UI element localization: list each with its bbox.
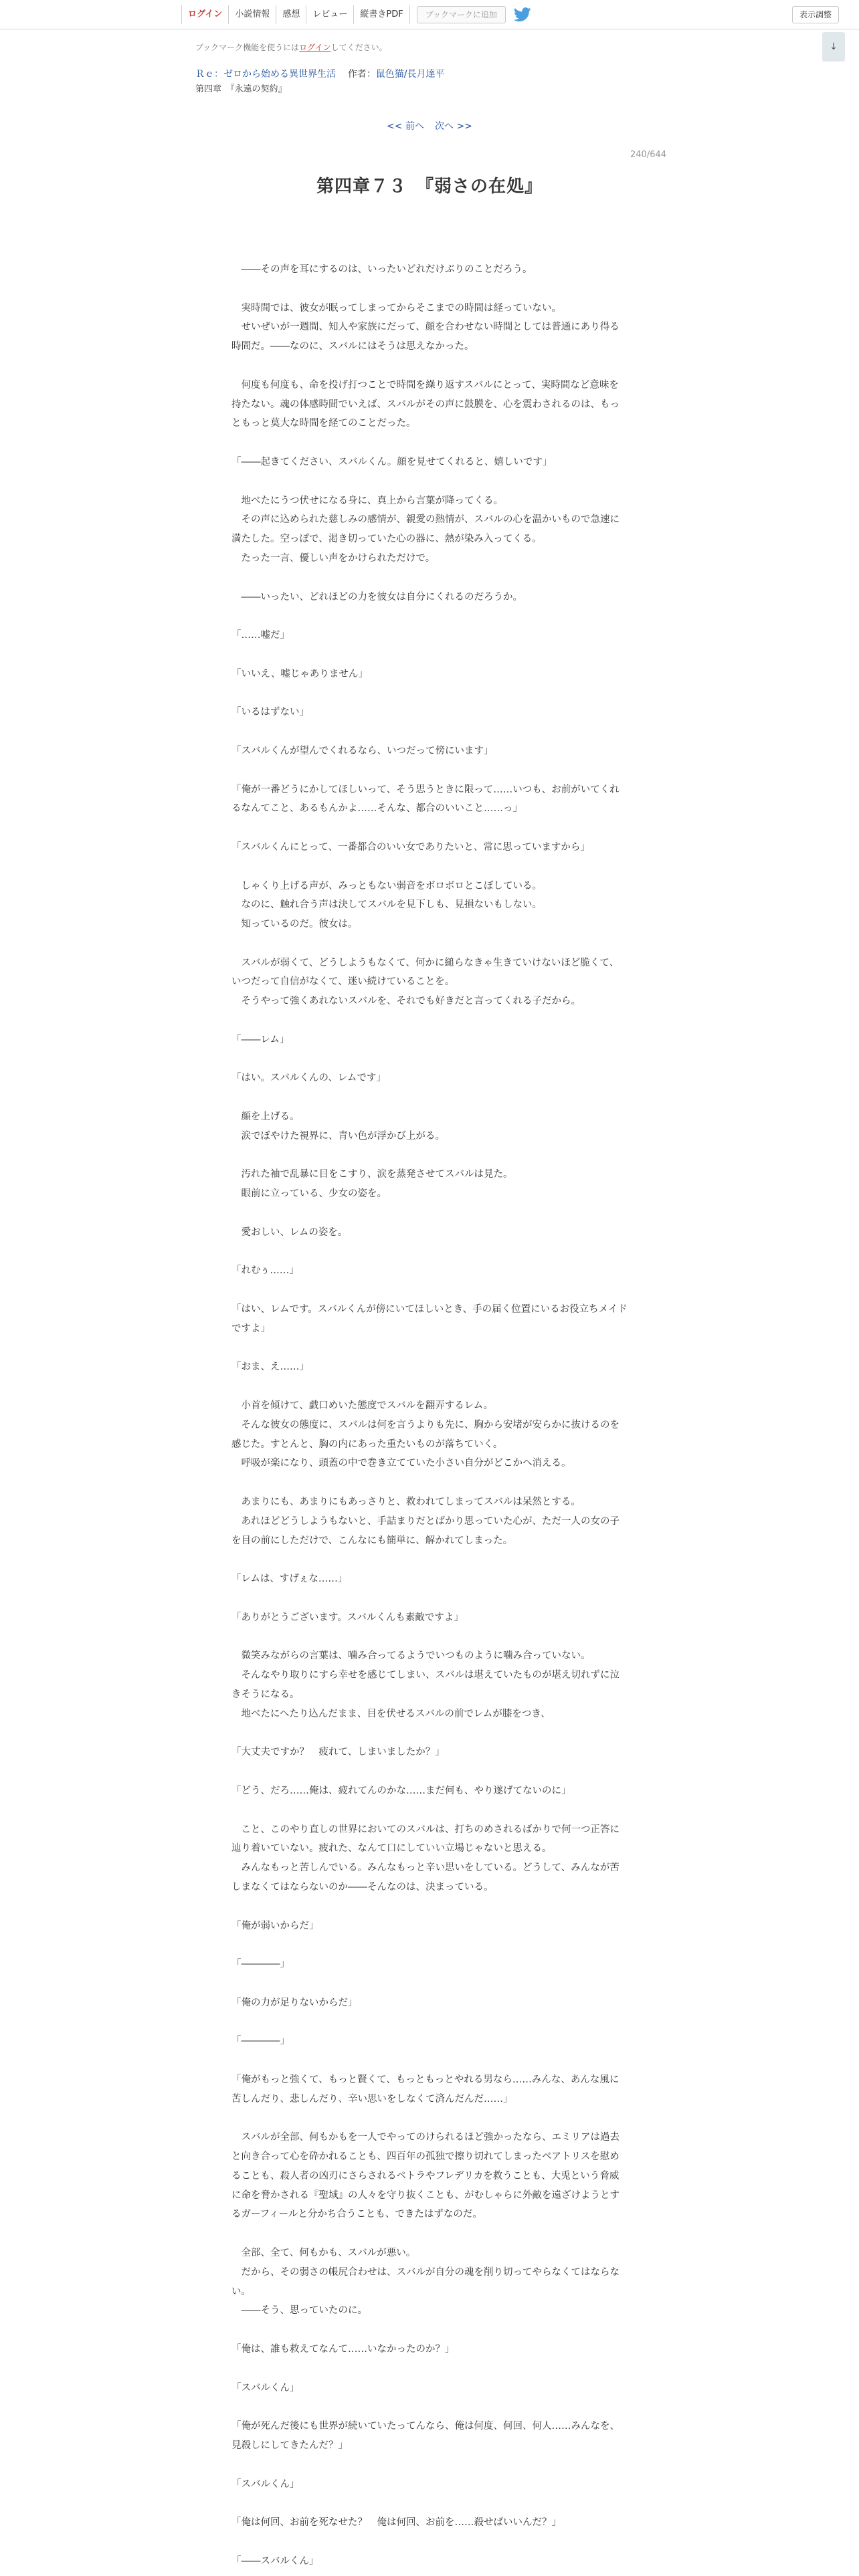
scroll-down-button[interactable] [822, 32, 845, 62]
notice-login-link[interactable]: ログイン [299, 43, 331, 52]
novel-paragraph [231, 934, 628, 954]
series-info [195, 67, 445, 80]
novel-paragraph: 知っているのだ。彼女は。 [231, 919, 358, 930]
novel-paragraph: 「ありがとうございます。スバルくんも素敵ですよ」 [231, 1612, 464, 1623]
novel-paragraph: 「れむぅ……」 [231, 1265, 299, 1277]
novel-paragraph [231, 684, 628, 704]
novel-paragraph: 「俺は、誰も救えてなんて……いなかったのか？」 [231, 2344, 455, 2355]
notice-text-post: してください。 [330, 43, 387, 52]
novel-paragraph: あれほどどうしようもないと、手詰まりだとばかり思っていた心が、ただ一人の女の子を目の前にしただけで、こんなにも簡単に、解かれてしまった。 [231, 1515, 619, 1546]
novel-paragraph: 「俺がもっと強くて、もっと賢くて、もっともっとやれる男なら……みんな、あんな風に苦しんだり、悲しんだり、辛い思いをしなくて済んだんだ……」 [231, 2074, 619, 2105]
next-episode-link[interactable]: 次へ >> [435, 121, 472, 132]
novel-paragraph: 「はい。スバルくんの、レムです」 [231, 1073, 386, 1084]
novel-paragraph: 「おま、え……」 [231, 1362, 309, 1373]
novel-paragraph: スバルが全部、何もかもを一人でやってのけられるほど強かったなら、エミリアは過去と向き合って心を砕かれることも、四百年の孤独で擦り切れてしまったベアトリスを慰めることも、殺人者の凶刃にさらされるペトラやフレデリカを救うことも、大兎という脅威に命を脅かされる『聖域』の人々を守り抜くことも、がむしゃらに外敵を遠ざけようとするガーフィールと分かち合うことも、できたはずなのだ。 [231, 2132, 619, 2220]
novel-paragraph [231, 2109, 628, 2129]
review-link[interactable]: レビュー [306, 5, 353, 24]
novel-paragraph [231, 1589, 628, 1608]
novel-paragraph [231, 280, 628, 299]
novel-paragraph [231, 1935, 628, 1955]
episode-title: 第四章７３ 『弱さの在処』 [316, 177, 543, 197]
author-label: 作者： [347, 69, 376, 80]
novel-paragraph [231, 2224, 628, 2244]
novel-paragraph [231, 1550, 628, 1570]
top-bar [0, 0, 859, 29]
novel-paragraph: 「俺が一番どうにかしてほしいって、そう思うときに限って……いつも、お前がいてくれるなんてこと、あるもんかよ……そんな、都合のいいこと……っ」 [231, 784, 619, 815]
novel-paragraph [231, 1204, 628, 1223]
novel-paragraph: 「スバルくん」 [231, 2478, 300, 2490]
novel-paragraph: 眼前に立っている、少女の姿を。 [231, 1188, 387, 1200]
novel-paragraph [231, 1762, 628, 1782]
display-settings-button[interactable]: 表示調整 [792, 6, 839, 23]
novel-paragraph: 実時間では、彼女が眠ってしまってからそこまでの時間は経っていない。 [231, 302, 561, 314]
novel-body [231, 260, 628, 2571]
bookmark-login-notice [195, 41, 387, 53]
notice-text-pre: ブックマーク機能を使うには [195, 43, 300, 52]
novel-paragraph [231, 2494, 628, 2513]
novel-paragraph [231, 356, 628, 376]
novel-paragraph: 小首を傾けて、戯口めいた態度でスバルを翻弄するレム。 [231, 1400, 494, 1412]
novel-paragraph: 地べたにへたり込んだまま、目を伏せるスバルの前でレムが膝をつき、 [231, 1708, 551, 1719]
novel-paragraph [231, 1473, 628, 1493]
novel-paragraph: 微笑みながらの言葉は、噛み合ってるようでいつものように噛み合っていない。 [231, 1650, 591, 1662]
novel-paragraph: 地べたにうつ伏せになる身に、真上から言葉が降ってくる。 [231, 495, 503, 506]
novel-paragraph [231, 433, 628, 453]
author-link[interactable]: 鼠色猫/長月達平 [375, 69, 445, 80]
novel-info-link[interactable]: 小説情報 [228, 5, 276, 24]
novel-paragraph [231, 568, 628, 588]
novel-paragraph: 全部、全て、何もかも、スバルが悪い。 [231, 2248, 416, 2259]
novel-paragraph [231, 1339, 628, 1358]
novel-paragraph [231, 1243, 628, 1262]
novel-paragraph [231, 645, 628, 665]
novel-paragraph [231, 819, 628, 838]
novel-paragraph [231, 2533, 628, 2552]
novel-paragraph: 「どう、だろ……俺は、疲れてんのかな……まだ何も、やり遂げてないのに」 [231, 1785, 571, 1796]
novel-paragraph: 「――――」 [231, 2036, 290, 2047]
novel-paragraph [231, 2051, 628, 2070]
novel-paragraph: 何度も何度も、命を投げ打つことで時間を繰り返すスバルにとって、実時間など意味を持たない。魂の体感時間でいえば、スバルがその声に鼓膜を、心を震わされるのは、もっともっと莫大な時間を経てのことだった。 [231, 379, 619, 429]
novel-paragraph: 「俺が死んだ後にも世界が続いていたってんなら、俺は何度、何回、何人……みんなを、見殺しにしてきたんだ？」 [231, 2421, 619, 2452]
novel-paragraph [231, 2397, 628, 2417]
novel-paragraph: 「レムは、すげぇな……」 [231, 1574, 348, 1585]
novel-paragraph: 「スバルくんが望んでくれるなら、いつだって傍にいます」 [231, 745, 494, 756]
novel-paragraph: 顔を上げる。 [231, 1111, 300, 1123]
novel-paragraph: 「俺は何回、お前を死なせた？ 俺は何回、お前を……殺せばいいんだ？」 [231, 2517, 561, 2529]
novel-paragraph: そんなやり取りにすら幸せを感じてしまい、スバルは堪えていたものが堪え切れずに泣きそうになる。 [231, 1670, 619, 1700]
novel-paragraph: 「俺が弱いからだ」 [231, 1920, 319, 1931]
novel-paragraph: たった一言、優しい声をかけられただけで。 [231, 552, 436, 564]
novel-paragraph [231, 2456, 628, 2475]
novel-paragraph: そんな彼女の態度に、スバルは何を言うよりも先に、胸から安堵が安らかに抜けるのを感じた。すとんと、胸の内にあった重たいものが落ちていく。 [231, 1419, 619, 1450]
novel-paragraph: 「――起きてください、スバルくん。顔を見せてくれると、嬉しいです」 [231, 456, 553, 467]
novel-paragraph [231, 1974, 628, 1994]
novel-paragraph: こと、このやり直しの世界においてのスバルは、打ちのめされるばかりで何一つ正答に辿り着いていない。疲れた、なんて口にしていい立場じゃないと思える。 [231, 1824, 619, 1854]
novel-paragraph: そうやって強くあれないスバルを、それでも好きだと言ってくれる子だから。 [231, 996, 581, 1007]
novel-paragraph: だから、その弱さの帳尻合わせは、スバルが自分の魂を削り切ってやらなくてはならない。 [231, 2266, 619, 2297]
novel-paragraph [231, 2321, 628, 2340]
novel-paragraph: なのに、触れ合う声は決してスバルを見下しも、見損ないもしない。 [231, 899, 542, 911]
novel-paragraph [231, 1281, 628, 1300]
novel-paragraph [231, 2013, 628, 2032]
novel-paragraph: 涙でぼやけた視界に、青い色が浮かび上がる。 [231, 1130, 445, 1142]
novel-paragraph: ――いったい、どれほどの力を彼女は自分にくれるのだろうか。 [231, 591, 522, 603]
novel-paragraph: 「いいえ、嘘じゃありません」 [231, 668, 368, 679]
novel-paragraph: あまりにも、あまりにもあっさりと、救われてしまってスバルは呆然とする。 [231, 1497, 581, 1507]
impressions-link[interactable]: 感想 [276, 5, 306, 24]
novel-paragraph: その声に込められた慈しみの感情が、親愛の熱情が、スバルの心を温かいもので急速に満たした。空っぽで、渇き切っていた心の器に、熱が染み入ってくる。 [231, 514, 619, 545]
novel-paragraph: 「いるはずない」 [231, 707, 309, 718]
novel-paragraph [231, 1628, 628, 1647]
novel-paragraph: 「――――」 [231, 1959, 290, 1970]
novel-paragraph: 「スバルくん」 [231, 2382, 300, 2393]
global-nav [181, 5, 531, 24]
novel-paragraph: 「はい、レムです。スバルくんが傍にいてほしいとき、手の届く位置にいるお役立ちメイドですよ」 [231, 1304, 628, 1334]
novel-paragraph: みんなもっと苦しんでいる。みんなもっと辛い思いをしている。どうして、みんなが苦しまなくてはならないのか――そんなのは、決まっている。 [231, 1862, 619, 1893]
prev-episode-link[interactable]: << 前へ [387, 121, 424, 132]
novel-paragraph: 「――スバルくん」 [231, 2555, 319, 2567]
novel-paragraph [231, 1146, 628, 1166]
novel-paragraph [231, 1088, 628, 1107]
twitter-icon[interactable] [514, 7, 531, 22]
novel-paragraph [231, 1801, 628, 1820]
novel-paragraph: 「――レム」 [231, 1034, 290, 1045]
novel-paragraph: 愛おしい、レムの姿を。 [231, 1226, 348, 1238]
novel-paragraph: ――その声を耳にするのは、いったいどれだけぶりのことだろう。 [231, 264, 533, 275]
novel-paragraph: 「大丈夫ですか？ 疲れて、しまいましたか？」 [231, 1747, 445, 1758]
novel-paragraph: しゃくり上げる声が、みっともない弱音をボロボロとこぼしている。 [231, 880, 542, 891]
novel-paragraph [231, 761, 628, 780]
episode-count: 240/644 [630, 150, 667, 160]
arrow-down-icon: ↓ [830, 41, 838, 52]
series-title-link[interactable]: Ｒｅ：ゼロから始める異世界生活 [195, 69, 336, 80]
novel-paragraph [231, 1897, 628, 1917]
novel-paragraph [231, 857, 628, 877]
novel-paragraph [231, 607, 628, 626]
novel-paragraph [231, 1377, 628, 1396]
novel-paragraph: 「俺の力が足りないからだ」 [231, 1997, 358, 2008]
novel-paragraph [231, 1011, 628, 1031]
chapter-title: 第四章 『永遠の契約』 [195, 84, 287, 94]
login-link[interactable]: ログイン [181, 5, 228, 24]
add-bookmark-button[interactable]: ブックマークに追加 [417, 6, 506, 23]
novel-paragraph: 呼吸が楽になり、頭蓋の中で巻き立てていた小さい自分がどこかへ消える。 [231, 1458, 571, 1469]
novel-paragraph [231, 472, 628, 492]
novel-paragraph: 汚れた袖で乱暴に目をこすり、涙を蒸発させてスバルは見た。 [231, 1169, 513, 1180]
novel-paragraph: 「……嘘だ」 [231, 630, 290, 641]
vertical-pdf-link[interactable]: 縦書きPDF [353, 5, 409, 24]
novel-paragraph [231, 722, 628, 742]
novel-paragraph [231, 1050, 628, 1069]
novel-paragraph: せいぜいが一週間、知人や家族にだって、顔を合わせない時間としては普通にあり得る時間だ。――なのに、スバルにはそうは思えなかった。 [231, 322, 619, 352]
novel-paragraph: 「スバルくんにとって、一番都合のいい女でありたいと、常に思っていますから」 [231, 841, 590, 853]
novel-paragraph: ――そう、思っていたのに。 [231, 2305, 367, 2317]
novel-paragraph [231, 2359, 628, 2379]
novel-paragraph [231, 1724, 628, 1743]
novel-paragraph: スバルが弱くて、どうしようもなくて、何かに縋らなきゃ生きていけないほど脆くて、いつだって自信がなくて、迷い続けていることを。 [231, 957, 619, 988]
episode-pager [0, 119, 859, 132]
